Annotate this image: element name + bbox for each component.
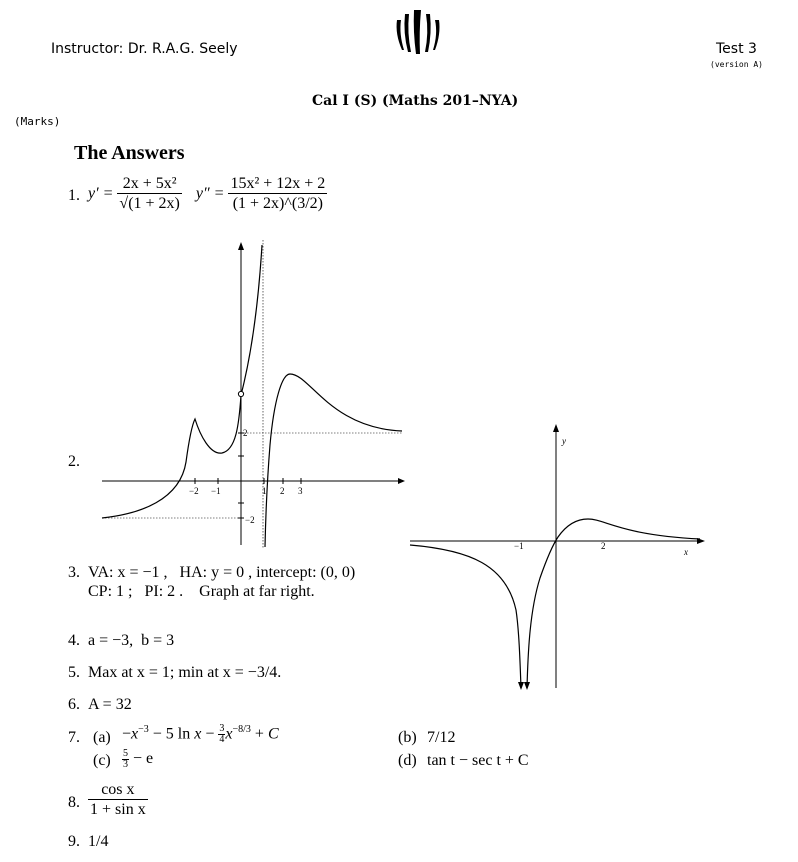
q5-answer: Max at x = 1; min at x = −3/4.: [88, 664, 282, 681]
q8-denominator: 1 + sin x: [90, 801, 146, 818]
q7a-label: (a): [93, 729, 111, 746]
q7-number: 7.: [68, 729, 80, 746]
q2-label-x-neg1: −1: [211, 486, 221, 496]
logo-graphic: [393, 8, 443, 56]
q8-numerator: cos x: [88, 780, 148, 800]
q1-yprime-denominator: √(1 + 2x): [119, 195, 180, 212]
q2-open-point: [238, 391, 243, 396]
q8-answer: [88, 780, 148, 819]
q2-graph: [95, 236, 410, 554]
q7c-fraction: $\frac{5}{3}$: [123, 748, 128, 770]
q6-number: 6.: [68, 696, 80, 713]
q3-label-x-2: 2: [601, 541, 606, 551]
q9-answer: 1/4: [88, 833, 109, 850]
q7d-answer: tan t − sec t + C: [427, 752, 529, 769]
q7c-label: (c): [93, 752, 111, 769]
q4-number: 4.: [68, 632, 80, 649]
marks-label: (Marks): [14, 115, 61, 128]
q2-label-x-2: 2: [280, 486, 285, 496]
q3-x-axis-label: x: [684, 547, 688, 557]
q7a-answer: $-x^{-3} - 5$ ln x − $\frac{3}{4}$ $x^{-8/3} + C$: [122, 723, 279, 746]
q2-curve-right: [265, 374, 402, 547]
q1-number: 1.: [68, 187, 80, 204]
page-title: The Answers: [74, 142, 185, 164]
q3-curve-right: [527, 519, 700, 688]
university-logo: [393, 8, 443, 56]
q1-yprime-numerator: 2x + 5x²: [117, 174, 181, 194]
q3-arrow-left: [518, 682, 524, 690]
q7d-label: (d): [398, 752, 417, 769]
q3-line2: CP: 1 ; PI: 2 . Graph at far right.: [88, 583, 315, 600]
q3-y-axis-label: y: [562, 436, 566, 446]
test-number: Test 3: [716, 41, 757, 57]
q7c-rest: − e: [133, 750, 154, 768]
q5-number: 5.: [68, 664, 80, 681]
q1-yprime-label: y′ =: [88, 184, 114, 202]
q2-label-x-3: 3: [298, 486, 303, 496]
instructor-name: Instructor: Dr. R.A.G. Seely: [51, 41, 238, 57]
q1-yprime-fraction: [117, 174, 181, 213]
q3-arrow-right: [524, 682, 530, 690]
q2-label-x-neg2: −2: [189, 486, 199, 496]
q7c-answer: [122, 749, 153, 770]
course-title: Cal I (S) (Maths 201–NYA): [312, 93, 519, 109]
q7b-answer: 7/12: [427, 729, 456, 746]
q1-ydouble-denominator: (1 + 2x)^(3/2): [232, 195, 323, 212]
q1-ydouble-label: y″ =: [195, 184, 225, 202]
q2-x-axis-arrow: [398, 478, 405, 484]
q2-label-y-2: 2: [243, 428, 248, 438]
q2-curve-left: [102, 245, 262, 518]
q2-label-x-1: 1: [262, 486, 267, 496]
q6-answer: A = 32: [88, 696, 132, 713]
q1-answer: [88, 174, 327, 213]
q7b-label: (b): [398, 729, 417, 746]
q1-ydouble-fraction: [228, 174, 327, 213]
q3-label-x-neg1: −1: [514, 541, 524, 551]
q9-number: 9.: [68, 833, 80, 850]
q1-ydouble-numerator: 15x² + 12x + 2: [230, 175, 326, 192]
q3-graph: [408, 420, 708, 692]
q2-y-axis-arrow: [238, 242, 244, 250]
test-version: (version A): [710, 60, 763, 69]
q3-y-axis-arrow: [553, 424, 559, 432]
q8-fraction: [88, 780, 148, 819]
q4-answer: a = −3, b = 3: [88, 632, 175, 649]
q2-label-y-neg2: −2: [245, 515, 255, 525]
q3-number: 3.: [68, 564, 80, 581]
q8-number: 8.: [68, 794, 80, 811]
q2-number: 2.: [68, 453, 80, 470]
q3-line1: VA: x = −1 , HA: y = 0 , intercept: (0, 0): [88, 564, 356, 581]
q3-curve-left: [410, 545, 521, 688]
